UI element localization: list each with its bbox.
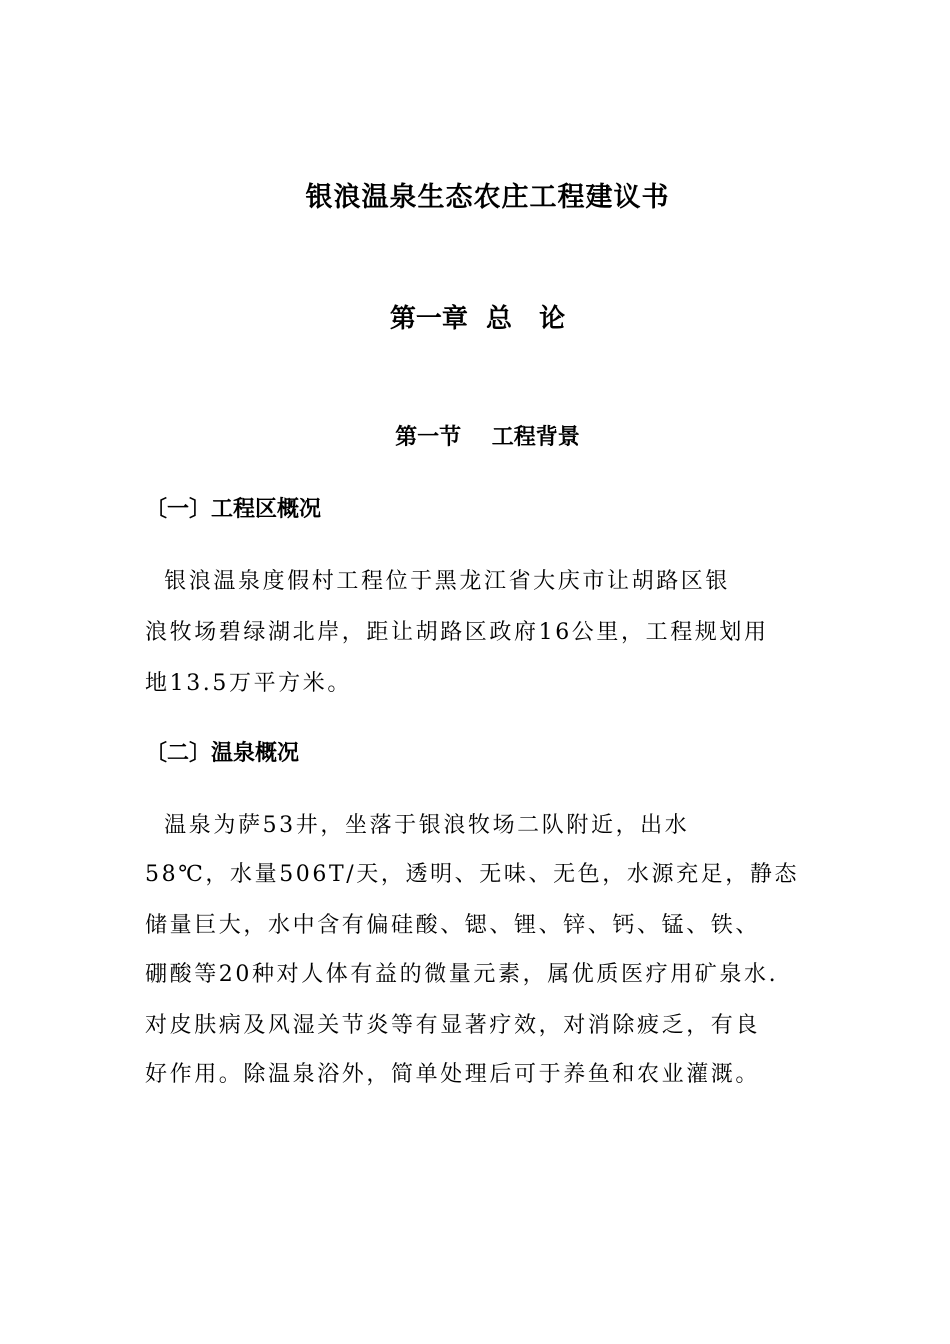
subheading-hot-spring: 〔二〕温泉概况 xyxy=(145,741,300,766)
paragraph-line: 温泉为萨53井，坐落于银浪牧场二队附近，出水 xyxy=(145,813,690,838)
paragraph-line: 58℃，水量506T/天，透明、无味、无色，水源充足，静态 xyxy=(145,862,800,887)
paragraph-line: 地13.5万平方米。 xyxy=(145,671,352,696)
paragraph-line: 浪牧场碧绿湖北岸，距让胡路区政府16公里，工程规划用 xyxy=(145,620,769,645)
chapter-heading: 第一章 总 论 xyxy=(389,304,566,334)
paragraph-line: 对皮肤病及风湿关节炎等有显著疗效，对消除疲乏，有良 xyxy=(145,1013,761,1038)
paragraph-line: 储量巨大，水中含有偏硅酸、锶、锂、锌、钙、锰、铁、 xyxy=(145,913,761,938)
paragraph-line: 好作用。除温泉浴外，简单处理后可于养鱼和农业灌溉。 xyxy=(145,1062,761,1087)
paragraph-line: 硼酸等20种对人体有益的微量元素，属优质医疗用矿泉水. xyxy=(145,962,779,987)
document-title: 银浪温泉生态农庄工程建议书 xyxy=(305,182,670,213)
section-heading: 第一节 工程背景 xyxy=(395,425,580,450)
paragraph-line: 银浪温泉度假村工程位于黑龙江省大庆市让胡路区银 xyxy=(145,569,730,594)
subheading-project-area: 〔一〕工程区概况 xyxy=(145,497,322,522)
